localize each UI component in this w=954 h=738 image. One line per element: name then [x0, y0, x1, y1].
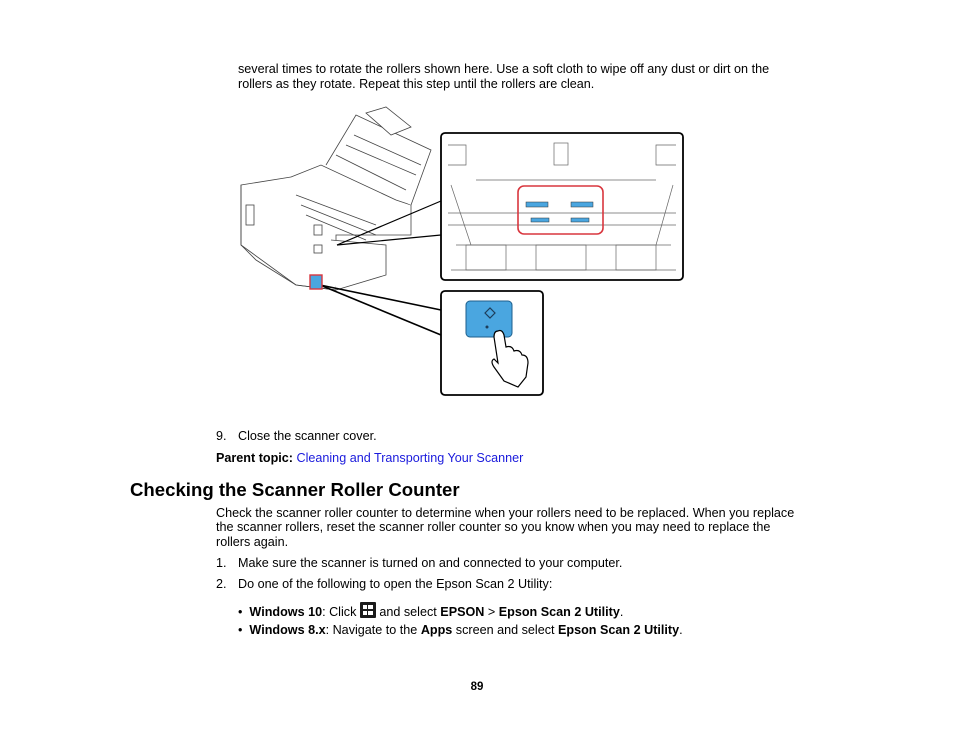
bullet-text: . — [619, 605, 624, 619]
bullet-text: . — [679, 623, 683, 637]
parent-topic-label: Parent topic: — [216, 451, 293, 465]
intro-line-1: several times to rotate the rollers shown here. Use a soft cloth to wipe off any dust or dirt on the — [238, 62, 770, 76]
bullet-text: and select — [375, 605, 441, 619]
bullet-text: > — [484, 605, 499, 619]
epson-label: EPSON — [440, 605, 485, 619]
section-body-line-1: Check the scanner roller counter to determine when your rollers need to be replaced. When you replace — [216, 506, 795, 520]
step-2-text: Do one of the following to open the Epson Scan 2 Utility: — [238, 577, 553, 591]
parent-topic-link[interactable]: Cleaning and Transporting Your Scanner — [296, 451, 524, 465]
bullet-mark: • — [238, 605, 243, 619]
windows-8x-label: Windows 8.x — [249, 623, 326, 637]
step-2-number: 2. — [216, 577, 227, 591]
bullet-text: : Navigate to the — [325, 623, 421, 637]
windows-10-label: Windows 10 — [249, 605, 323, 619]
section-body-line-2: the scanner rollers, reset the scanner roller counter so you know when you may need to replace the — [216, 520, 771, 534]
scanner-roller-illustration — [236, 105, 686, 400]
epson-scan-2-utility-label: Epson Scan 2 Utility — [558, 623, 680, 637]
step-1-text: Make sure the scanner is turned on and connected to your computer. — [238, 556, 623, 570]
step-1-number: 1. — [216, 556, 227, 570]
page-number: 89 — [470, 681, 484, 693]
apps-label: Apps — [420, 623, 453, 637]
epson-scan-2-utility-label: Epson Scan 2 Utility — [498, 605, 620, 619]
bullet-windows-10 — [238, 602, 623, 621]
parent-topic — [216, 451, 523, 467]
section-body-line-3: rollers again. — [216, 535, 289, 549]
windows-start-icon — [360, 602, 376, 618]
step-9-text: Close the scanner cover. — [238, 429, 377, 443]
bullet-mark: • — [238, 623, 243, 637]
bullet-text: screen and select — [452, 623, 559, 637]
intro-line-2: rollers as they rotate. Repeat this step until the rollers are clean. — [238, 77, 595, 91]
bullet-text: : Click — [322, 605, 360, 619]
section-title: Checking the Scanner Roller Counter — [130, 479, 460, 500]
bullet-windows-8x — [238, 623, 683, 639]
step-9-number: 9. — [216, 429, 227, 443]
